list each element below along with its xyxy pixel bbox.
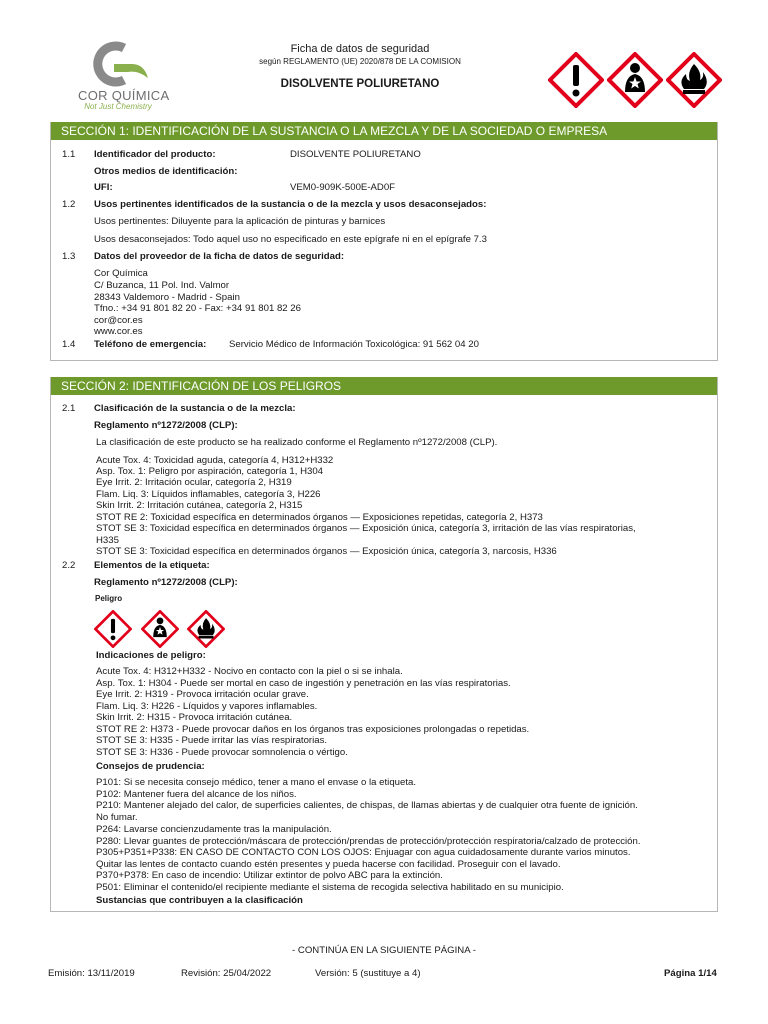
- classification-label: Clasificación de la sustancia o de la mezcla:: [94, 403, 296, 414]
- supplier-line: C/ Buzanca, 11 Pol. Ind. Valmor: [94, 280, 230, 291]
- item-number: 1.3: [62, 251, 76, 262]
- precautionary-statement: P305+P351+P338: EN CASO DE CONTACTO CON LOS OJOS: Enjuagar con agua cuidadosamente durante varios minutos.: [96, 847, 631, 858]
- version: Versión: 5 (sustituye a 4): [315, 968, 421, 979]
- precautionary-statement: Quitar las lentes de contacto cuando estén presentes y pueda hacerse con facilidad. Proseguir con el lavado.: [96, 859, 561, 870]
- supplier-line: Cor Química: [94, 268, 148, 279]
- supplier-website[interactable]: www.cor.es: [94, 326, 143, 337]
- item-number: 1.1: [62, 149, 76, 160]
- hazard-statement: Asp. Tox. 1: H304 - Puede ser mortal en caso de ingestión y penetración en las vías respiratorias.: [96, 678, 511, 689]
- classification-line: STOT RE 2: Toxicidad específica en determinados órganos — Exposiciones repetidas, categoría 2, H373: [96, 512, 543, 523]
- precautionary-statement: P101: Si se necesita consejo médico, tener a mano el envase o la etiqueta.: [96, 777, 416, 788]
- cor-quimica-logo-icon: [84, 40, 152, 88]
- document-header: [0, 0, 768, 116]
- exclamation-mark-icon: [94, 610, 132, 648]
- label-elements-label: Elementos de la etiqueta:: [94, 560, 210, 571]
- section-1-title: SECCIÓN 1: IDENTIFICACIÓN DE LA SUSTANCIA O LA MEZCLA Y DE LA SOCIEDAD O EMPRESA: [51, 122, 717, 140]
- emergency-label: Teléfono de emergencia:: [94, 339, 207, 350]
- label-pictograms: [94, 610, 226, 648]
- classification-line: STOT SE 3: Toxicidad específica en determinados órganos — Exposición única, categoría 3, narcosis, H336: [96, 546, 557, 557]
- classification-intro: La clasificación de este producto se ha realizado conforme el Reglamento nº1272/2008 (CLP).: [96, 437, 498, 448]
- other-identification-label: Otros medios de identificación:: [94, 166, 238, 177]
- hazard-statement: Skin Irrit. 2: H315 - Provoca irritación cutánea.: [96, 712, 293, 723]
- classification-line: Eye Irrit. 2: Irritación ocular, categoría 2, H319: [96, 477, 292, 488]
- flame-icon: [187, 610, 225, 648]
- uses-advised-against: Usos desaconsejados: Todo aquel uso no especificado en este epígrafe ni en el epígrafe 7.3: [94, 234, 487, 245]
- health-hazard-icon: [141, 610, 179, 648]
- supplier-email[interactable]: cor@cor.es: [94, 315, 143, 326]
- ufi-value: VEM0-909K-500E-AD0F: [290, 182, 396, 193]
- uses-relevant: Usos pertinentes: Diluyente para la aplicación de pinturas y barnices: [94, 216, 386, 227]
- health-hazard-icon: [607, 52, 663, 108]
- precautionary-statement: P264: Lavarse concienzudamente tras la manipulación.: [96, 824, 332, 835]
- page-number: Página 1/14: [664, 968, 717, 979]
- item-number: 1.4: [62, 339, 76, 350]
- regulation-label: Reglamento nº1272/2008 (CLP):: [94, 420, 238, 431]
- section-2-title: SECCIÓN 2: IDENTIFICACIÓN DE LOS PELIGROS: [51, 377, 717, 395]
- hazard-statement: STOT SE 3: H336 - Puede provocar somnolencia o vértigo.: [96, 747, 348, 758]
- product-name: DISOLVENTE POLIURETANO: [280, 78, 440, 90]
- uses-label: Usos pertinentes identificados de la sustancia o de la mezcla y usos desaconsejados:: [94, 199, 487, 210]
- precautionary-statement: No fumar.: [96, 812, 138, 823]
- classification-line: Skin Irrit. 2: Irritación cutánea, categoría 2, H315: [96, 500, 303, 511]
- hazard-statement: Flam. Liq. 3: H226 - Líquidos y vapores inflamables.: [96, 701, 318, 712]
- supplier-label: Datos del proveedor de la ficha de datos de seguridad:: [94, 251, 345, 262]
- product-identifier-label: Identificador del producto:: [94, 149, 216, 160]
- precautionary-statements-label: Consejos de prudencia:: [96, 761, 205, 772]
- supplier-line: Tfno.: +34 91 801 82 20 - Fax: +34 91 801 82 26: [94, 303, 301, 314]
- contributing-substances-label: Sustancias que contribuyen a la clasificación: [96, 895, 303, 906]
- classification-line: H335: [96, 535, 119, 546]
- ghs-pictograms: [548, 52, 722, 108]
- hazard-statement: Acute Tox. 4: H312+H332 - Nocivo en contacto con la piel o si se inhala.: [96, 666, 403, 677]
- company-logo: [78, 40, 170, 111]
- flame-icon: [666, 52, 722, 108]
- ufi-label: UFI:: [94, 182, 113, 193]
- doc-title: Ficha de datos de seguridad: [290, 43, 430, 55]
- continued-notice: - CONTINÚA EN LA SIGUIENTE PÁGINA -: [292, 945, 476, 956]
- supplier-line: 28343 Valdemoro - Madrid - Spain: [94, 292, 240, 303]
- classification-line: STOT SE 3: Toxicidad específica en determinados órganos — Exposición única, categoría 3, irritación de las vías respiratorias,: [96, 523, 636, 534]
- hazard-statements-label: Indicaciones de peligro:: [96, 650, 206, 661]
- regulation-label: Reglamento nº1272/2008 (CLP):: [94, 577, 238, 588]
- emergency-value: Servicio Médico de Información Toxicológica: 91 562 04 20: [229, 339, 479, 350]
- item-number: 2.2: [62, 560, 76, 571]
- precautionary-statement: P102: Mantener fuera del alcance de los niños.: [96, 789, 297, 800]
- hazard-statement: Eye Irrit. 2: H319 - Provoca irritación ocular grave.: [96, 689, 309, 700]
- hazard-statement: STOT RE 2: H373 - Puede provocar daños en los órganos tras exposiciones prolongadas o repetidas.: [96, 724, 530, 735]
- classification-line: Flam. Liq. 3: Líquidos inflamables, categoría 3, H226: [96, 489, 321, 500]
- precautionary-statement: P370+P378: En caso de incendio: Utilizar extintor de polvo ABC para la extinción.: [96, 870, 443, 881]
- precautionary-statement: P501: Eliminar el contenido/el recipiente mediante el sistema de recogida selectiva habilitado en su municipio.: [96, 882, 564, 893]
- classification-line: Acute Tox. 4: Toxicidad aguda, categoría 4, H312+H332: [96, 455, 334, 466]
- item-number: 1.2: [62, 199, 76, 210]
- exclamation-mark-icon: [548, 52, 604, 108]
- regulation-subtitle: según REGLAMENTO (UE) 2020/878 DE LA COMISION: [259, 57, 461, 66]
- precautionary-statement: P280: Llevar guantes de protección/máscara de protección/prendas de protección/protección respiratoria/calzado de protección.: [96, 836, 641, 847]
- issue-date: Emisión: 13/11/2019: [48, 968, 135, 979]
- item-number: 2.1: [62, 403, 76, 414]
- precautionary-statement: P210: Mantener alejado del calor, de superficies calientes, de chispas, de llamas abiertas y de cualquier otra fuente de ignición.: [96, 800, 638, 811]
- classification-line: Asp. Tox. 1: Peligro por aspiración, categoría 1, H304: [96, 466, 324, 477]
- signal-word: Peligro: [95, 594, 123, 603]
- brand-name: COR QUÍMICA: [78, 88, 170, 103]
- product-identifier-value: DISOLVENTE POLIURETANO: [290, 149, 421, 160]
- brand-tagline: Not Just Chemistry: [84, 102, 152, 111]
- revision-date: Revisión: 25/04/2022: [181, 968, 272, 979]
- hazard-statement: STOT SE 3: H335 - Puede irritar las vías respiratorias.: [96, 735, 328, 746]
